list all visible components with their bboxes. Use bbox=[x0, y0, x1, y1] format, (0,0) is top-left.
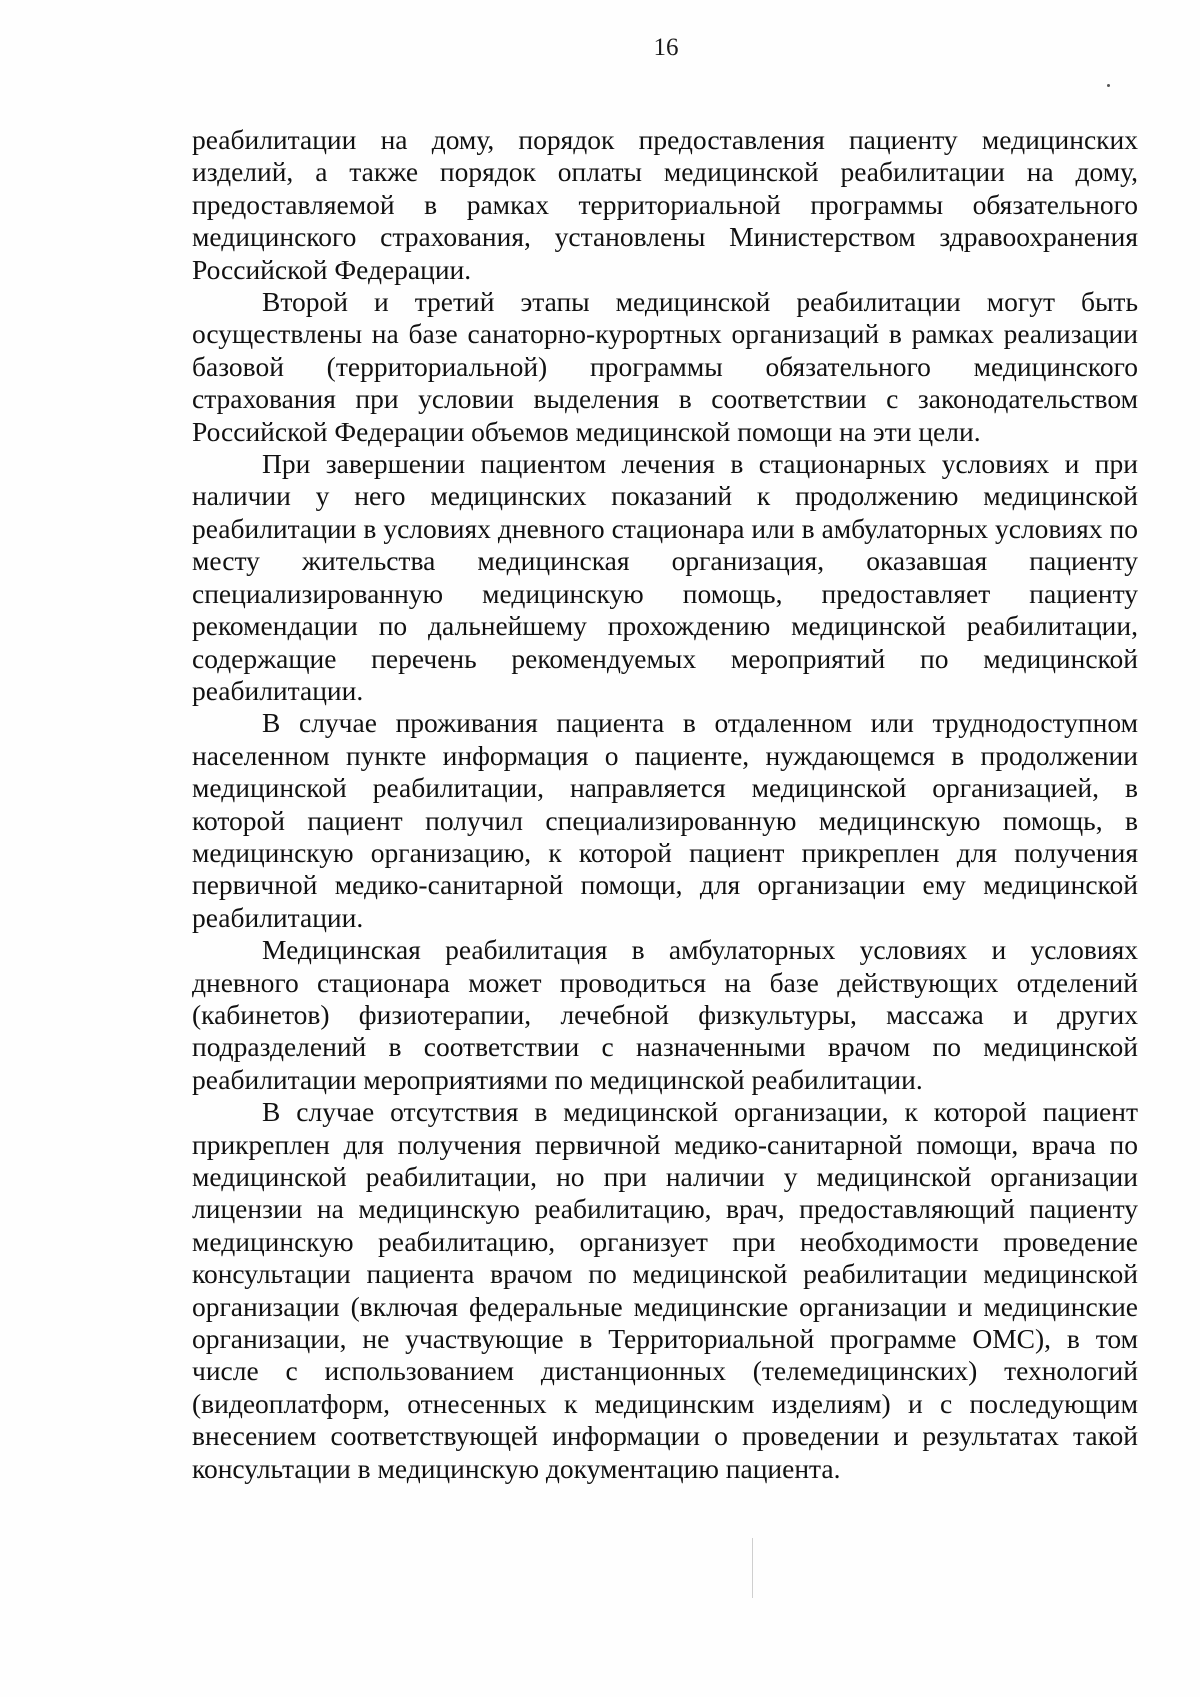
paragraph-5: Медицинская реабилитация в амбулаторных условиях и условиях дневного стационара может проводиться на базе действующих отделений (кабинетов) физиотерапии, лечебной физкультуры, массажа и других подразделений в соответствии с назначенными врачом по медицинской реабилитации мероприятиями по медицинской реабилитации. bbox=[192, 934, 1138, 1095]
paragraph-6: В случае отсутствия в медицинской организации, к которой пациент прикреплен для получения первичной медико-санитарной помощи, врача по медицинской реабилитации, но при наличии у медицинской организации лицензии на медицинскую реабилитацию, врач, предоставляющий пациенту медицинскую реабилитацию, организует при необходимости проведение консультации пациента врачом по медицинской реабилитации медицинской организации (включая федеральные медицинские организации и медицинские организации, не участвующие в Территориальной программе ОМС), в том числе с использованием дистанционных (телемедицинских) технологий (видеоплатформ, отнесенных к медицинским изделиям) и с последующим внесением соответствующей информации о проведении и результатах такой консультации в медицинскую документацию пациента. bbox=[192, 1096, 1138, 1484]
scan-artifact-line bbox=[752, 1538, 753, 1598]
paragraph-3: При завершении пациентом лечения в стационарных условиях и при наличии у него медицинских показаний к продолжению медицинской реабилитации в условиях дневного стационара или в амбулаторных условиях по месту жительства медицинская организация, оказавшая пациенту специализированную медицинскую помощь, предоставляет пациенту рекомендации по дальнейшему прохождению медицинской реабилитации, содержащие перечень рекомендуемых мероприятий по медицинской реабилитации. bbox=[192, 448, 1138, 706]
scan-artifact-dot bbox=[1107, 84, 1110, 87]
paragraph-2: Второй и третий этапы медицинской реабилитации могут быть осуществлены на базе санаторно-курортных организаций в рамках реализации базовой (территориальной) программы обязательного медицинского страхования при условии выделения в соответствии с законодательством Российской Федерации объемов медицинской помощи на эти цели. bbox=[192, 286, 1138, 447]
page-number: 16 bbox=[653, 34, 679, 61]
document-body bbox=[192, 124, 1138, 1485]
paragraph-1: реабилитации на дому, порядок предоставления пациенту медицинских изделий, а также порядок оплаты медицинской реабилитации на дому, предоставляемой в рамках территориальной программы обязательного медицинского страхования, установлены Министерством здравоохранения Российской Федерации. bbox=[192, 124, 1138, 285]
paragraph-4: В случае проживания пациента в отдаленном или труднодоступном населенном пункте информация о пациенте, нуждающемся в продолжении медицинской реабилитации, направляется медицинской организацией, в которой пациент получил специализированную медицинскую помощь, в медицинскую организацию, к которой пациент прикреплен для получения первичной медико-санитарной помощи, для организации ему медицинской реабилитации. bbox=[192, 707, 1138, 933]
